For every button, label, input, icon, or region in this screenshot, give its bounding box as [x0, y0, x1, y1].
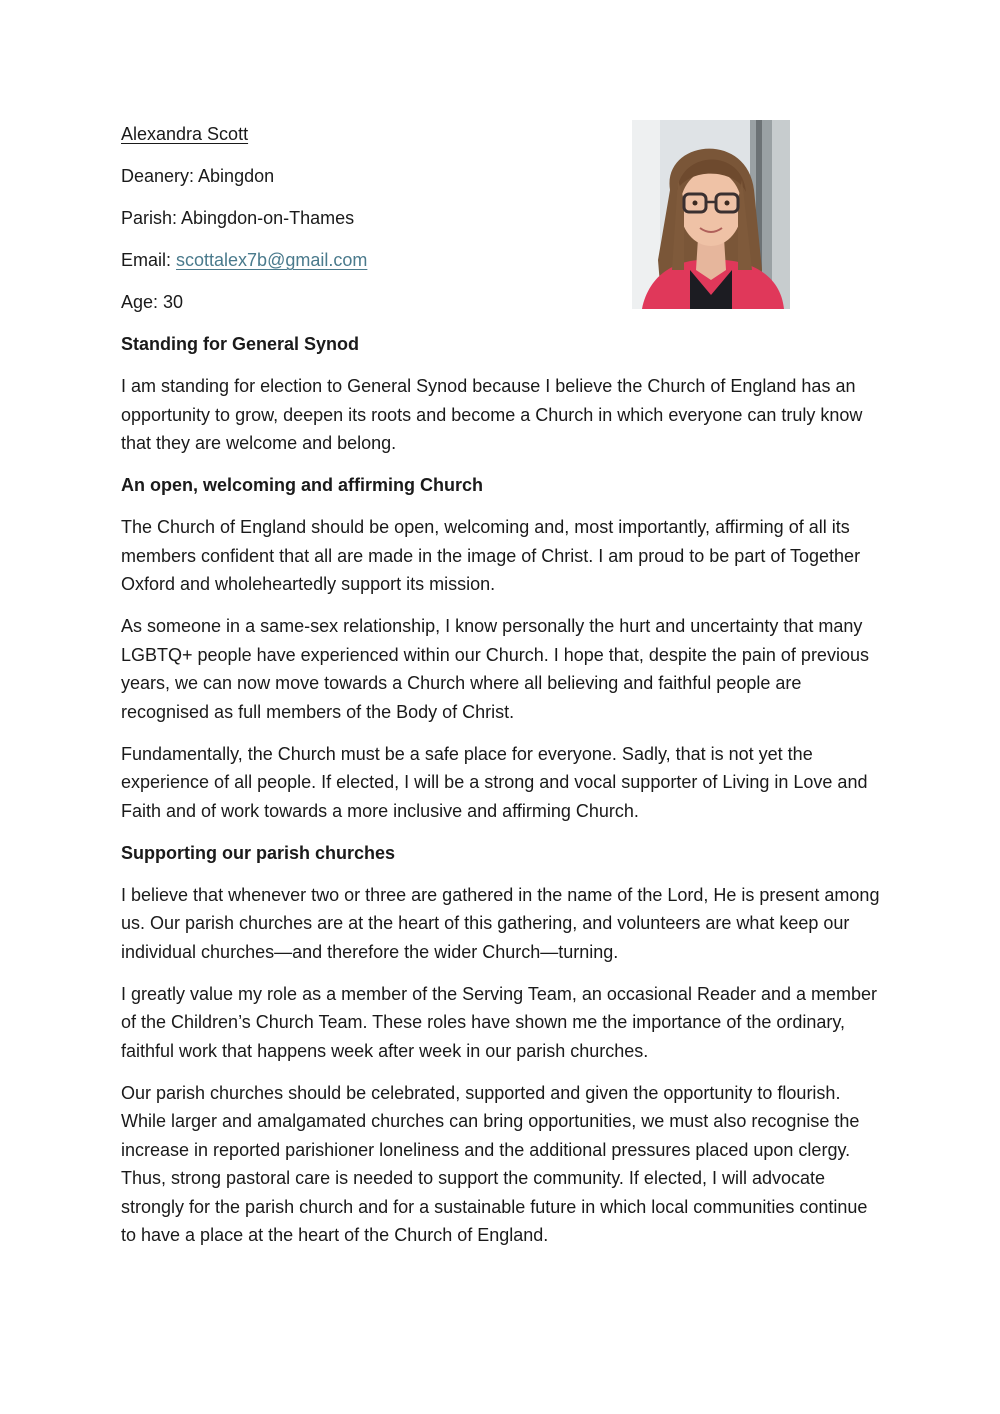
- deanery-line: Deanery: Abingdon: [121, 166, 275, 186]
- paragraph: The Church of England should be open, welcoming and, most importantly, affirming of all its members confident that all are made in the image of Christ. I am proud to be part of Together Oxford and wholeheartedly support its mission.: [121, 517, 861, 594]
- section-heading: An open, welcoming and affirming Church: [121, 475, 484, 495]
- paragraph: Our parish churches should be celebrated, supported and given the opportunity to flourish. While larger and amalgamated churches can bring opportunities, we must also recognise the increase in reported parishioner loneliness and the additional pressures placed upon clergy. Thus, strong pastoral care is needed to support the community. If elected, I will advocate strongly for the parish church and for a sustainable future in which local communities continue to have a place at the heart of the Church of England.: [121, 1082, 868, 1245]
- paragraph: I believe that whenever two or three are gathered in the name of the Lord, He is present among us. Our parish churches are at the heart of this gathering, and volunteers are what keep our individual churches—and therefore the wider Church—turning.: [121, 884, 880, 962]
- candidate-name: Alexandra Scott: [121, 124, 249, 144]
- age-line: Age: 30: [121, 292, 184, 312]
- candidate-statement: [121, 120, 881, 1263]
- paragraph: I greatly value my role as a member of the Serving Team, an occasional Reader and a member of the Children’s Church Team. These roles have shown me the importance of the ordinary, faithful work that happens week after week in our parish churches.: [121, 983, 878, 1061]
- paragraph: Fundamentally, the Church must be a safe place for everyone. Sadly, that is not yet the experience of all people. If elected, I will be a strong and vocal supporter of Living in Love and Faith and of work towards a more inclusive and affirming Church.: [121, 743, 868, 821]
- parish-line: Parish: Abingdon-on-Thames: [121, 208, 355, 228]
- section-heading: Standing for General Synod: [121, 334, 360, 354]
- section-heading: Supporting our parish churches: [121, 842, 396, 863]
- email-link[interactable]: scottalex7b@gmail.com: [176, 250, 368, 270]
- email-line: [121, 246, 881, 274]
- paragraph: As someone in a same-sex relationship, I know personally the hurt and uncertainty that many LGBTQ+ people have experienced within our Church. I hope that, despite the pain of previous years, we can now move towards a Church where all believing and faithful people are recognised as full members of the Body of Christ.: [121, 616, 869, 722]
- paragraph: I am standing for election to General Synod because I believe the Church of England has an opportunity to grow, deepen its roots and become a Church in which everyone can truly know that they are welcome and belong.: [121, 376, 863, 453]
- email-label: Email:: [121, 250, 177, 270]
